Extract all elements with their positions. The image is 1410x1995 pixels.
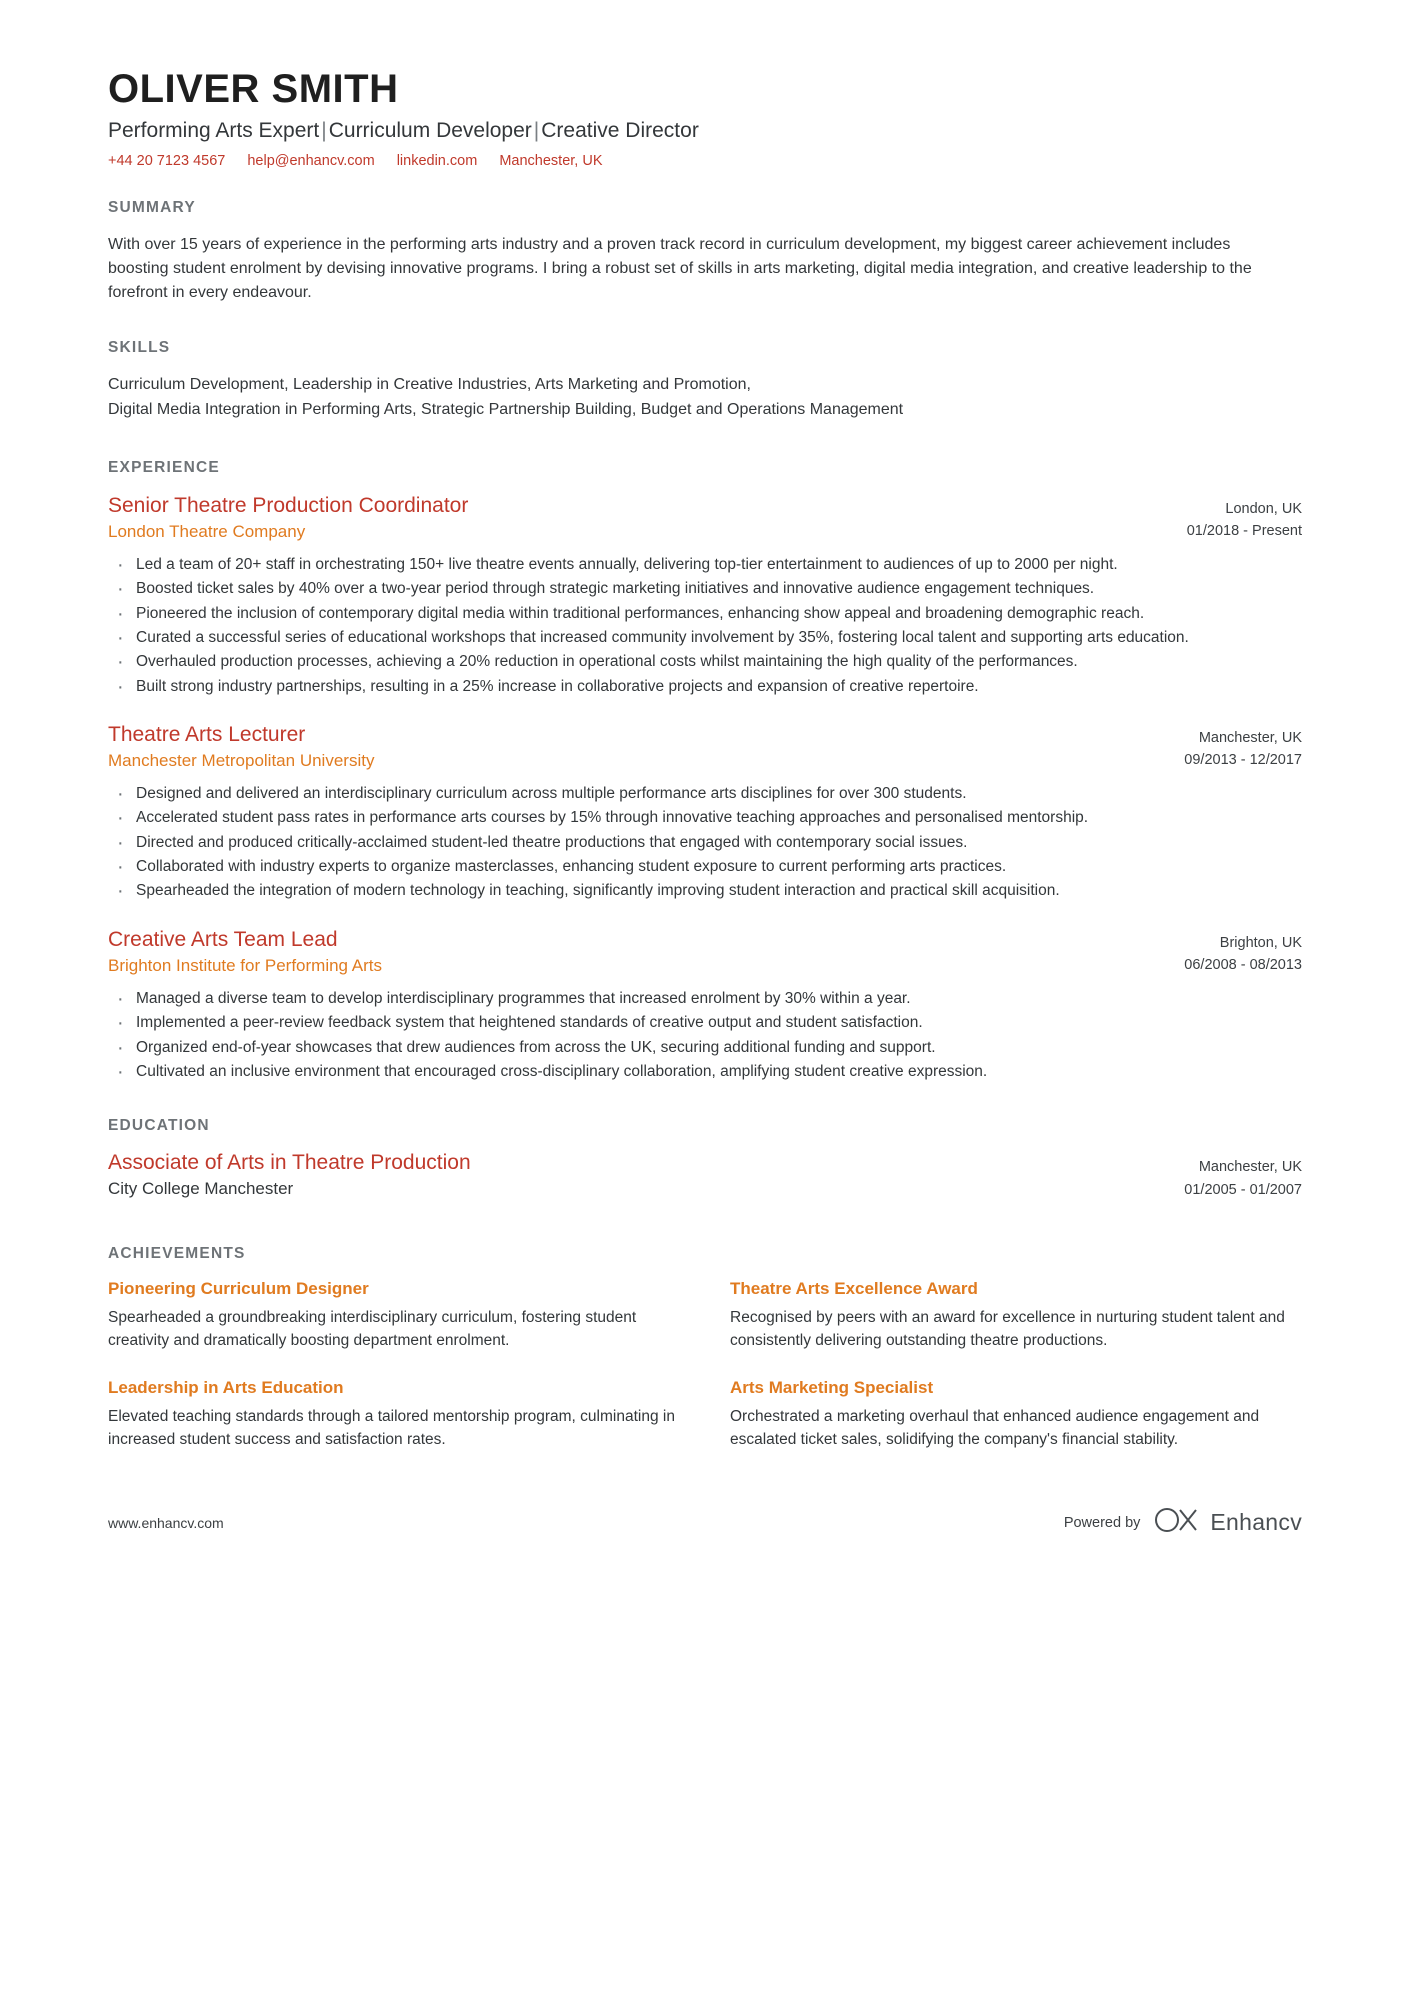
experience-item-main: [108, 927, 1184, 984]
experience-meta: [1184, 927, 1302, 977]
experience-location: Brighton, UK: [1219, 934, 1302, 951]
contact-phone: +44 20 7123 4567: [108, 153, 226, 170]
resume-content: [0, 6, 1410, 1451]
contact-location: Manchester, UK: [499, 153, 603, 170]
achievement-item: [108, 1378, 680, 1451]
achievement-item: [108, 1279, 680, 1352]
experience-dates: 01/2018 - Present: [1186, 523, 1302, 540]
experience-item: [108, 927, 1302, 1084]
experience-bullets: [108, 554, 1302, 698]
achievement-item: [730, 1378, 1302, 1451]
achievement-title: Pioneering Curriculum Designer: [108, 1279, 369, 1299]
section-title-summary: SUMMARY: [108, 199, 196, 217]
list-item: · Built strong industry partnerships, resulting in a 25% increase in collaborative projects and expansion of creative repertoire.: [108, 676, 1302, 698]
education-dates: 01/2005 - 01/2007: [1184, 1181, 1302, 1198]
list-item: · Collaborated with industry experts to organize masterclasses, enhancing student exposure to current performing arts practices.: [108, 856, 1302, 878]
achievement-text: Orchestrated a marketing overhaul that enhanced audience engagement and escalated ticket sales, solidifying the company's financial stability.: [730, 1408, 1260, 1448]
education-meta: [1184, 1151, 1302, 1201]
achievement-text: Spearheaded a groundbreaking interdisciplinary curriculum, fostering student creativity and dramatically boosting department enrolment.: [108, 1309, 637, 1349]
headline-part-1: Performing Arts Expert: [108, 119, 320, 142]
experience-meta: [1184, 722, 1302, 772]
summary-text: With over 15 years of experience in the performing arts industry and a proven track record in curriculum development, my biggest career achievement includes boosting student enrolment by devising innovative programs. I bring a robust set of skills in arts marketing, digital media integration, and creative leadership to the forefront in every endeavour.: [108, 236, 1252, 302]
experience-location: Manchester, UK: [1198, 729, 1302, 746]
experience-location: London, UK: [1225, 500, 1302, 517]
powered-by-label: Powered by: [1063, 1514, 1141, 1531]
achievement-title: Theatre Arts Excellence Award: [730, 1279, 978, 1299]
experience-dates: 09/2013 - 12/2017: [1184, 752, 1302, 769]
enhancv-logo: [1154, 1507, 1302, 1538]
section-education: [108, 1117, 1302, 1201]
experience-item-main: [108, 722, 1184, 779]
footer-website-url[interactable]: www.enhancv.com: [108, 1514, 224, 1531]
achievement-text: Recognised by peers with an award for excellence in nurturing student talent and consistently delivering outstanding theatre productions.: [730, 1309, 1285, 1349]
list-item: · Led a team of 20+ staff in orchestrating 150+ live theatre events annually, delivering top-tier entertainment to audiences of up to 2000 per night.: [108, 554, 1302, 576]
achievement-item: [730, 1279, 1302, 1352]
experience-item-header: [108, 927, 1302, 984]
contact-email[interactable]: help@enhancv.com: [247, 153, 375, 170]
experience-job-title: Creative Arts Team Lead: [108, 927, 338, 951]
education-item-main: [108, 1151, 471, 1199]
list-item: · Overhauled production processes, achieving a 20% reduction in operational costs whilst maintaining the high quality of the performances.: [108, 651, 1302, 673]
experience-job-title: Senior Theatre Production Coordinator: [108, 493, 469, 517]
list-item: · Cultivated an inclusive environment that encouraged cross-disciplinary collaboration, amplifying student creative expression.: [108, 1061, 1302, 1083]
contact-row: [108, 153, 1302, 169]
education-location: Manchester, UK: [1198, 1159, 1302, 1176]
list-item: · Designed and delivered an interdisciplinary curriculum across multiple performance arts disciplines for over 300 students.: [108, 783, 1302, 805]
achievement-title: Arts Marketing Specialist: [730, 1378, 934, 1398]
education-degree: Associate of Arts in Theatre Production: [108, 1151, 471, 1175]
section-title-education: EDUCATION: [108, 1117, 210, 1135]
list-item: · Pioneered the inclusion of contemporary digital media within traditional performances, enhancing show appeal and broadening demographic reach.: [108, 603, 1302, 625]
section-summary: [108, 199, 1302, 305]
professional-headline: [108, 118, 1302, 143]
experience-item-header: [108, 493, 1302, 550]
headline-separator-2: |: [533, 119, 540, 142]
list-item: · Managed a diverse team to develop interdisciplinary programmes that increased enrolment by 30% within a year.: [108, 988, 1302, 1010]
experience-meta: [1187, 493, 1302, 543]
experience-bullets: [108, 988, 1302, 1083]
skills-line-2: Digital Media Integration in Performing Arts, Strategic Partnership Building, Budget and Operations Management: [108, 400, 904, 418]
enhancv-wordmark: Enhancv: [1210, 1509, 1302, 1536]
experience-item: [108, 722, 1302, 903]
resume-header: [108, 68, 1302, 169]
experience-item-header: [108, 722, 1302, 779]
page-title: OLIVER SMITH: [108, 67, 399, 111]
headline-part-2: Curriculum Developer: [328, 119, 532, 142]
section-experience: [108, 459, 1302, 1083]
list-item: · Implemented a peer-review feedback system that heightened standards of creative output and student satisfaction.: [108, 1012, 1302, 1034]
experience-bullets: [108, 783, 1302, 903]
section-title-experience: EXPERIENCE: [108, 458, 220, 476]
experience-dates: 06/2008 - 08/2013: [1184, 957, 1302, 974]
section-title-achievements: ACHIEVEMENTS: [108, 1245, 246, 1263]
footer-branding: [1064, 1507, 1302, 1538]
section-title-skills: SKILLS: [108, 339, 171, 357]
experience-job-title: Theatre Arts Lecturer: [108, 722, 306, 746]
page-footer: [0, 1507, 1410, 1574]
skills-line-1: Curriculum Development, Leadership in Creative Industries, Arts Marketing and Promotion,: [108, 376, 751, 394]
contact-linkedin[interactable]: linkedin.com: [396, 153, 478, 170]
experience-company: London Theatre Company: [108, 522, 306, 542]
list-item: · Spearheaded the integration of modern technology in teaching, significantly improving student interaction and practical skill acquisition.: [108, 880, 1302, 902]
experience-item-main: [108, 493, 1187, 550]
education-item: [108, 1151, 1302, 1201]
section-skills: [108, 339, 1302, 423]
achievement-title: Leadership in Arts Education: [108, 1378, 344, 1398]
achievement-text: Elevated teaching standards through a tailored mentorship program, culminating in increased student success and satisfaction rates.: [108, 1408, 675, 1448]
list-item: · Organized end-of-year showcases that drew audiences from across the UK, securing additional funding and support.: [108, 1037, 1302, 1059]
list-item: · Boosted ticket sales by 40% over a two-year period through strategic marketing initiatives and innovative audience engagement techniques.: [108, 578, 1302, 600]
experience-company: Manchester Metropolitan University: [108, 751, 375, 771]
achievements-grid: [108, 1279, 1302, 1451]
section-achievements: [108, 1245, 1302, 1451]
experience-company: Brighton Institute for Performing Arts: [108, 955, 383, 975]
education-school: City College Manchester: [108, 1179, 294, 1199]
headline-separator-1: |: [321, 119, 327, 142]
headline-part-3: Creative Director: [541, 119, 699, 142]
list-item: · Curated a successful series of educational workshops that increased community involvement by 35%, fostering local talent and supporting arts education.: [108, 627, 1302, 649]
experience-item: [108, 493, 1302, 698]
enhancv-mark-icon: [1154, 1507, 1200, 1538]
list-item: · Directed and produced critically-acclaimed student-led theatre productions that engaged with contemporary social issues.: [108, 832, 1302, 854]
list-item: · Accelerated student pass rates in performance arts courses by 15% through innovative teaching approaches and personalised mentorship.: [108, 807, 1302, 829]
